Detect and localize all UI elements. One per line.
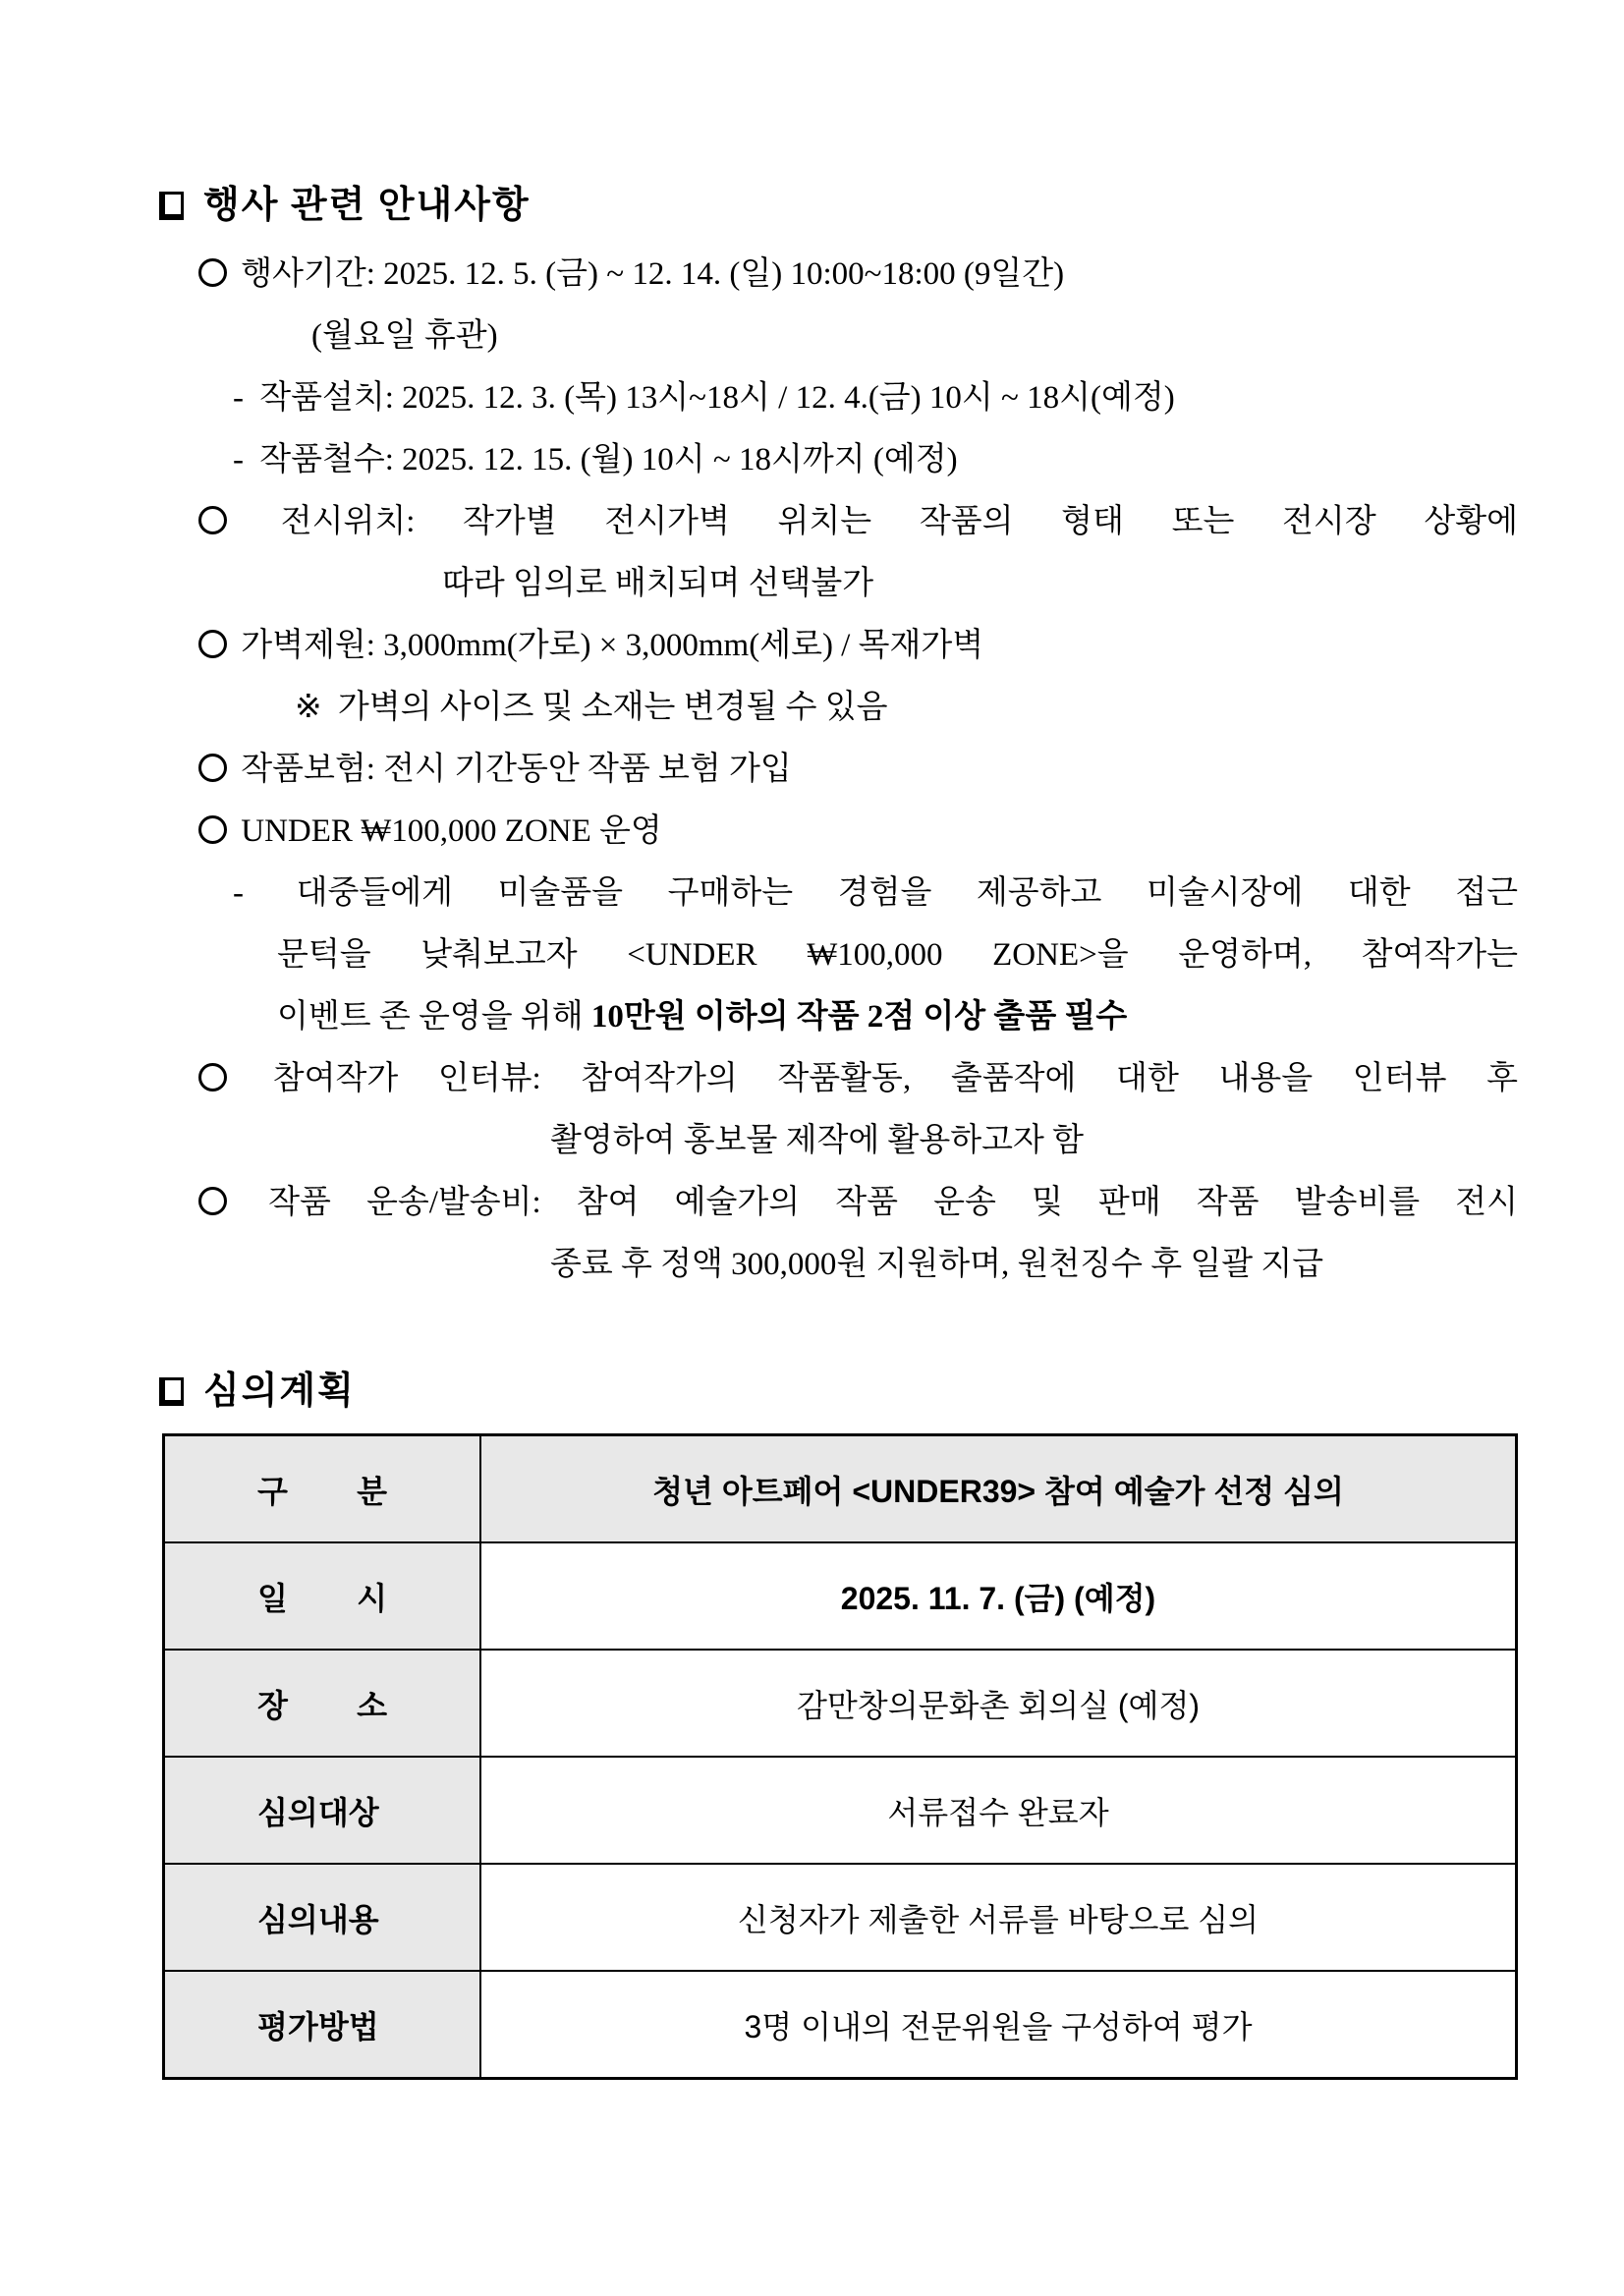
line-text: 행사기간: 2025. 12. 5. (금) ~ 12. 14. (일) 10:00~18:00 (9일간) bbox=[241, 256, 1065, 292]
document-line bbox=[0, 677, 1518, 739]
circle-bullet-icon bbox=[198, 1187, 227, 1215]
line-text: 작품설치: 2025. 12. 3. (목) 13시~18시 / 12. 4.(금) 10시 ~ 18시(예정) bbox=[259, 380, 1175, 416]
document-line bbox=[0, 739, 1518, 801]
row-label-text: 구 분 bbox=[257, 1473, 387, 1509]
line-text: 전시위치: 작가별 전시가벽 위치는 작품의 형태 또는 전시장 상황에 bbox=[280, 504, 1519, 539]
table-row bbox=[164, 1971, 1517, 2079]
review-plan-table-body bbox=[164, 1435, 1517, 2079]
document-line bbox=[0, 863, 1518, 924]
square-bullet-icon bbox=[159, 1377, 184, 1406]
circle-bullet-icon bbox=[198, 1063, 227, 1092]
line-text: 작품보험: 전시 기간동안 작품 보험 가입 bbox=[241, 752, 792, 787]
document-line bbox=[0, 553, 1518, 615]
row-label-cell bbox=[164, 1650, 481, 1757]
row-value-cell: 서류접수 완료자 bbox=[480, 1757, 1517, 1864]
square-bullet-icon bbox=[159, 192, 184, 220]
row-value-cell: 감만창의문화촌 회의실 (예정) bbox=[480, 1650, 1517, 1757]
line-text: 참여작가 인터뷰: 참여작가의 작품활동, 출품작에 대한 내용을 인터뷰 후 bbox=[272, 1061, 1518, 1096]
dash-bullet-icon: - bbox=[233, 875, 244, 911]
dash-bullet-icon: - bbox=[233, 380, 244, 416]
row-label-text: 심의내용 bbox=[257, 1901, 379, 1937]
row-label-text: 장 소 bbox=[257, 1687, 387, 1723]
document-line bbox=[0, 924, 1518, 986]
table-row bbox=[164, 1757, 1517, 1864]
line-text: 가벽제원: 3,000mm(가로) × 3,000mm(세로) / 목재가벽 bbox=[241, 628, 984, 663]
document-line bbox=[0, 491, 1518, 553]
table-row bbox=[164, 1542, 1517, 1650]
line-text: 종료 후 정액 300,000원 지원하며, 원천징수 후 일괄 지급 bbox=[550, 1247, 1324, 1282]
ref-bullet-icon: ※ bbox=[295, 690, 322, 725]
circle-bullet-icon bbox=[198, 258, 227, 287]
row-value-cell: 3명 이내의 전문위원을 구성하여 평가 bbox=[480, 1971, 1517, 2079]
circle-bullet-icon bbox=[198, 754, 227, 782]
line-text: 따라 임의로 배치되며 선택불가 bbox=[442, 566, 874, 601]
section-title-review-plan: 심의계획 bbox=[203, 1371, 356, 1412]
row-label-text: 평가방법 bbox=[257, 2008, 379, 2044]
circle-bullet-icon bbox=[198, 506, 227, 534]
line-text: 문턱을 낮춰보고자 <UNDER ₩100,000 ZONE>을 운영하며, 참여작가는 bbox=[277, 937, 1518, 973]
row-label-cell bbox=[164, 1864, 481, 1971]
row-label-cell bbox=[164, 1542, 481, 1650]
table-row bbox=[164, 1650, 1517, 1757]
dash-bullet-icon: - bbox=[233, 442, 244, 477]
table-row bbox=[164, 1864, 1517, 1971]
review-plan-table bbox=[162, 1433, 1518, 2080]
document-line bbox=[0, 306, 1518, 367]
row-value-cell: 신청자가 제출한 서류를 바탕으로 심의 bbox=[480, 1864, 1517, 1971]
document-line bbox=[0, 1172, 1518, 1234]
section-heading-review-plan bbox=[0, 1369, 1624, 1414]
circle-bullet-icon bbox=[198, 815, 227, 844]
row-value-cell: 2025. 11. 7. (금) (예정) bbox=[480, 1542, 1517, 1650]
line-text: UNDER ₩100,000 ZONE 운영 bbox=[241, 813, 662, 849]
line-text: 대중들에게 미술품을 구매하는 경험을 제공하고 미술시장에 대한 접근 bbox=[296, 875, 1519, 911]
line-text: 작품 운송/발송비: 참여 예술가의 작품 운송 및 판매 작품 발송비를 전시 bbox=[268, 1185, 1519, 1220]
document-line bbox=[0, 1048, 1518, 1110]
document-line bbox=[0, 615, 1518, 677]
document-line bbox=[0, 429, 1518, 491]
section-title-event-info: 행사 관련 안내사항 bbox=[203, 185, 531, 226]
row-label-cell bbox=[164, 1757, 481, 1864]
document-line bbox=[0, 801, 1518, 863]
document-line bbox=[0, 1110, 1518, 1172]
row-label-text: 심의대상 bbox=[257, 1794, 379, 1830]
line-text: 작품철수: 2025. 12. 15. (월) 10시 ~ 18시까지 (예정) bbox=[259, 442, 958, 477]
line-text: 촬영하여 홍보물 제작에 활용하고자 함 bbox=[550, 1123, 1085, 1158]
row-label-cell bbox=[164, 1971, 481, 2079]
document-line bbox=[0, 1234, 1518, 1296]
row-label-cell bbox=[164, 1435, 481, 1543]
line-text-bold: 10만원 이하의 작품 2점 이상 출품 필수 bbox=[590, 999, 1128, 1035]
event-info-list bbox=[0, 244, 1624, 1296]
line-text: 가벽의 사이즈 및 소재는 변경될 수 있음 bbox=[337, 690, 888, 725]
document-line bbox=[0, 986, 1518, 1048]
row-value-cell: 청년 아트페어 <UNDER39> 참여 예술가 선정 심의 bbox=[480, 1435, 1517, 1543]
document-line bbox=[0, 244, 1518, 306]
line-text: 이벤트 존 운영을 위해 bbox=[277, 999, 591, 1035]
circle-bullet-icon bbox=[198, 630, 227, 658]
row-label-text: 일 시 bbox=[257, 1580, 387, 1616]
table-row bbox=[164, 1435, 1517, 1543]
section-heading-event-info bbox=[0, 183, 1624, 228]
document-line bbox=[0, 367, 1518, 429]
line-text: (월요일 휴관) bbox=[311, 318, 498, 354]
